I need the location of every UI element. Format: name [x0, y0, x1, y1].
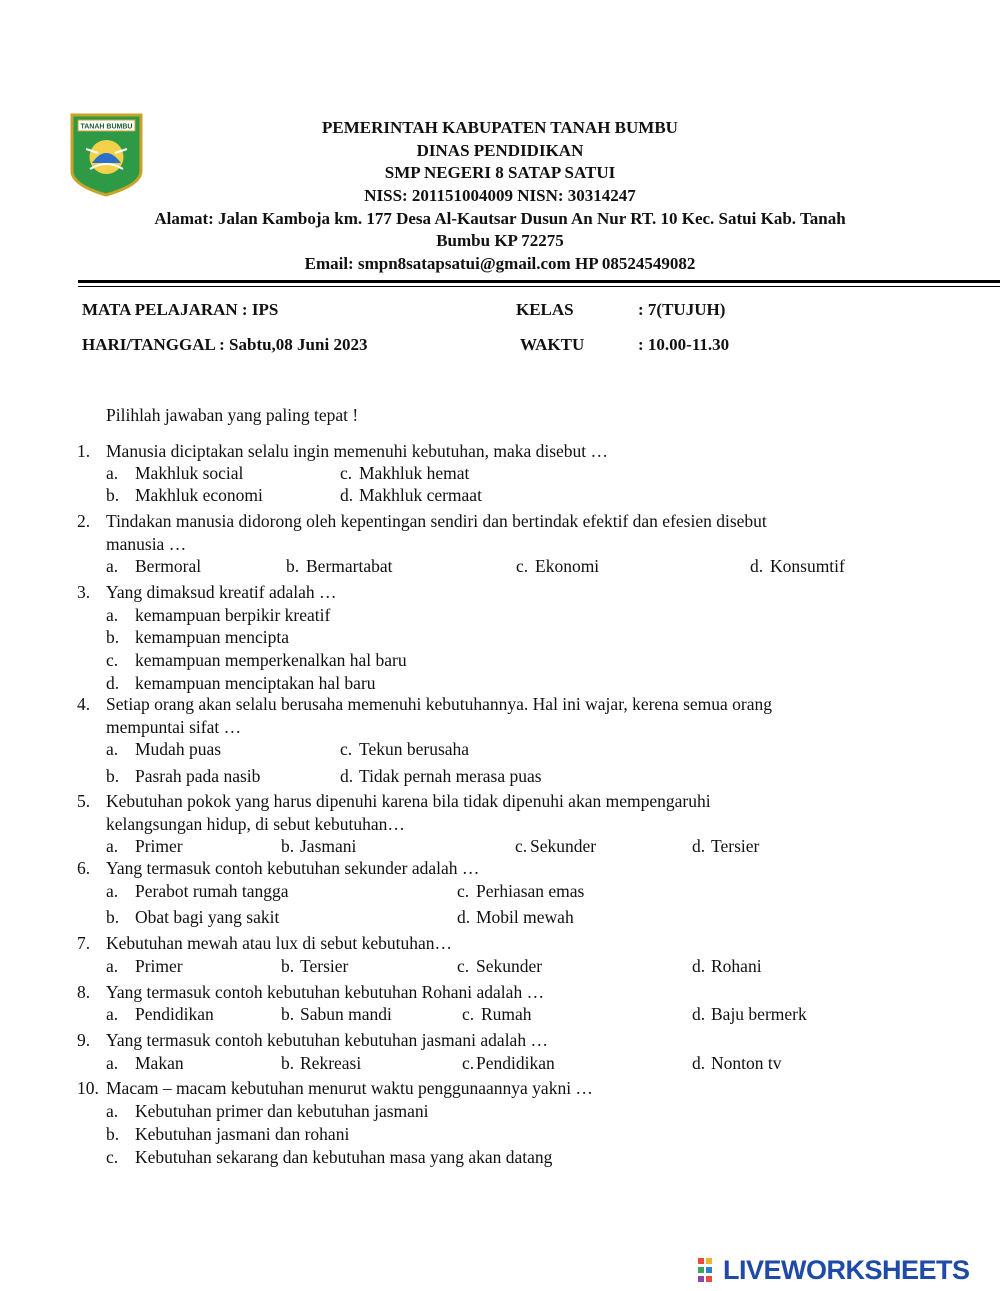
option-letter[interactable]: c.	[515, 836, 528, 856]
option-text[interactable]: Rumah	[481, 1004, 532, 1024]
option-text[interactable]: Pasrah pada nasib	[135, 766, 261, 786]
option-letter[interactable]: a.	[106, 556, 119, 576]
option-letter[interactable]: b.	[281, 1053, 295, 1073]
option-text[interactable]: kemampuan berpikir kreatif	[135, 605, 331, 625]
option-text[interactable]: Rohani	[711, 956, 762, 976]
option-text[interactable]: Makhluk hemat	[359, 463, 470, 483]
time-label: WAKTU	[520, 335, 585, 354]
question-text-cont: manusia …	[106, 534, 187, 554]
option-text[interactable]: Makhluk social	[135, 463, 244, 483]
option-letter[interactable]: a.	[106, 836, 119, 856]
question-text: Kebutuhan mewah atau lux di sebut kebutuhan…	[106, 933, 453, 953]
option-text[interactable]: Mudah puas	[135, 739, 222, 759]
option-letter[interactable]: a.	[106, 956, 119, 976]
question-number: 8.	[77, 982, 91, 1002]
option-text[interactable]: Obat bagi yang sakit	[135, 907, 280, 927]
option-letter[interactable]: c.	[462, 1004, 475, 1024]
option-text[interactable]: Primer	[135, 836, 183, 856]
question-text-cont: kelangsungan hidup, di sebut kebutuhan…	[106, 814, 405, 834]
logo-text: TANAH BUMBU	[80, 123, 133, 131]
header-department: DINAS PENDIDIKAN	[416, 141, 584, 160]
header-government: PEMERINTAH KABUPATEN TANAH BUMBU	[322, 118, 678, 137]
option-text[interactable]: Makhluk cermaat	[359, 485, 482, 505]
question-text: Yang termasuk contoh kebutuhan sekunder adalah …	[106, 858, 480, 878]
option-text[interactable]: Tekun berusaha	[359, 739, 470, 759]
option-text[interactable]: Nonton tv	[711, 1053, 782, 1073]
question-text: Yang termasuk contoh kebutuhan kebutuhan jasmani adalah …	[106, 1030, 548, 1050]
header-address-cont: Bumbu KP 72275	[436, 231, 564, 250]
watermark-text: LIVEWORKSHEETS	[723, 1254, 970, 1285]
option-letter[interactable]: c.	[462, 1053, 475, 1073]
header-divider-thick	[78, 280, 1000, 283]
question-number: 1.	[77, 441, 91, 461]
header-school: SMP NEGERI 8 SATAP SATUI	[384, 163, 616, 182]
option-letter[interactable]: a.	[106, 739, 119, 759]
option-text[interactable]: Makan	[135, 1053, 184, 1073]
option-text[interactable]: Sabun mandi	[300, 1004, 392, 1024]
liveworksheets-logo-icon	[698, 1258, 720, 1282]
time-value: : 10.00-11.30	[638, 335, 730, 354]
header-contact: Email: smpn8satapsatui@gmail.com HP 08524549082	[304, 254, 696, 273]
subject-info: MATA PELAJARAN : IPS	[82, 300, 279, 319]
option-letter[interactable]: c.	[340, 739, 353, 759]
option-letter[interactable]: b.	[106, 766, 120, 786]
option-text[interactable]: kemampuan memperkenalkan hal baru	[135, 650, 407, 670]
question-text: Kebutuhan pokok yang harus dipenuhi karena bila tidak dipenuhi akan mempengaruhi	[106, 791, 711, 811]
question-number: 10.	[77, 1078, 99, 1098]
class-label: KELAS	[516, 300, 574, 319]
option-letter[interactable]: d.	[457, 907, 471, 927]
option-text[interactable]: Kebutuhan sekarang dan kebutuhan masa yang akan datang	[135, 1147, 553, 1167]
option-text[interactable]: Ekonomi	[535, 556, 600, 576]
option-letter[interactable]: c.	[516, 556, 529, 576]
option-text[interactable]: Perabot rumah tangga	[135, 881, 289, 901]
question-text: Setiap orang akan selalu berusaha memenuhi kebutuhannya. Hal ini wajar, kerena semua orang	[106, 694, 772, 714]
question-text: Macam – macam kebutuhan menurut waktu penggunaannya yakni …	[106, 1078, 593, 1098]
option-letter[interactable]: d.	[692, 956, 706, 976]
question-text: Manusia diciptakan selalu ingin memenuhi kebutuhan, maka disebut …	[106, 441, 609, 461]
question-text: Yang termasuk contoh kebutuhan kebutuhan Rohani adalah …	[106, 982, 545, 1002]
question-number: 5.	[77, 791, 91, 811]
option-text[interactable]: Bermartabat	[306, 556, 393, 576]
question-number: 7.	[77, 933, 91, 953]
option-text[interactable]: Jasmani	[300, 836, 357, 856]
question-number: 2.	[77, 511, 91, 531]
question-text: Yang dimaksud kreatif adalah …	[106, 582, 337, 602]
option-letter[interactable]: d.	[340, 766, 354, 786]
liveworksheets-watermark[interactable]	[698, 1255, 970, 1285]
header-address: Alamat: Jalan Kamboja km. 177 Desa Al-Kautsar Dusun An Nur RT. 10 Kec. Satui Kab. Tanah	[154, 209, 846, 228]
option-letter[interactable]: b.	[106, 627, 120, 647]
option-text[interactable]: kemampuan mencipta	[135, 627, 290, 647]
option-letter[interactable]: b.	[281, 956, 295, 976]
option-letter[interactable]: d.	[106, 673, 120, 693]
option-letter[interactable]: b.	[286, 556, 300, 576]
class-value: : 7(TUJUH)	[638, 300, 726, 319]
option-letter[interactable]: a.	[106, 1004, 119, 1024]
option-letter[interactable]: d.	[692, 1053, 706, 1073]
date-info: HARI/TANGGAL : Sabtu,08 Juni 2023	[82, 335, 368, 354]
option-letter[interactable]: a.	[106, 1053, 119, 1073]
option-text[interactable]: Mobil mewah	[476, 907, 574, 927]
question-number: 3.	[77, 582, 91, 602]
option-letter[interactable]: d.	[692, 1004, 706, 1024]
option-text[interactable]: Tersier	[300, 956, 349, 976]
option-text[interactable]: Sekunder	[476, 956, 543, 976]
option-text[interactable]: Primer	[135, 956, 183, 976]
option-letter[interactable]: c.	[457, 881, 470, 901]
option-letter[interactable]: a.	[106, 463, 119, 483]
option-text[interactable]: Perhiasan emas	[476, 881, 585, 901]
option-letter[interactable]: c.	[106, 650, 119, 670]
option-text[interactable]: kemampuan menciptakan hal baru	[135, 673, 376, 693]
header-divider-thin	[78, 286, 1000, 287]
option-text[interactable]: Konsumtif	[770, 556, 845, 576]
option-letter[interactable]: c.	[457, 956, 470, 976]
option-letter[interactable]: d.	[750, 556, 764, 576]
option-letter[interactable]: c.	[340, 463, 353, 483]
question-number: 9.	[77, 1030, 91, 1050]
option-letter[interactable]: a.	[106, 881, 119, 901]
option-text[interactable]: Makhluk economi	[135, 485, 263, 505]
question-text: Tindakan manusia didorong oleh kepentingan sendiri dan bertindak efektif dan efesien disebut	[106, 511, 767, 531]
option-text[interactable]: Pendidikan	[476, 1053, 555, 1073]
question-text-cont: mempuntai sifat …	[106, 717, 242, 737]
option-letter[interactable]: b.	[106, 907, 120, 927]
option-text[interactable]: Tidak pernah merasa puas	[359, 766, 542, 786]
option-letter[interactable]: a.	[106, 1101, 119, 1121]
instruction: Pilihlah jawaban yang paling tepat !	[106, 405, 359, 425]
option-letter[interactable]: b.	[106, 485, 120, 505]
header-ids: NISS: 201151004009 NISN: 30314247	[364, 186, 636, 205]
option-letter[interactable]: b.	[281, 836, 295, 856]
option-text[interactable]: Kebutuhan primer dan kebutuhan jasmani	[135, 1101, 429, 1121]
option-text[interactable]: Pendidikan	[135, 1004, 214, 1024]
option-letter[interactable]: b.	[281, 1004, 295, 1024]
option-letter[interactable]: d.	[692, 836, 706, 856]
option-text[interactable]: Kebutuhan jasmani dan rohani	[135, 1124, 350, 1144]
option-letter[interactable]: c.	[106, 1147, 119, 1167]
option-letter[interactable]: d.	[340, 485, 354, 505]
option-text[interactable]: Tersier	[711, 836, 760, 856]
option-letter[interactable]: a.	[106, 605, 119, 625]
option-text[interactable]: Bermoral	[135, 556, 202, 576]
option-letter[interactable]: b.	[106, 1124, 120, 1144]
option-text[interactable]: Sekunder	[530, 836, 597, 856]
question-number: 4.	[77, 694, 91, 714]
option-text[interactable]: Baju bermerk	[711, 1004, 807, 1024]
option-text[interactable]: Rekreasi	[300, 1053, 362, 1073]
question-number: 6.	[77, 858, 91, 878]
